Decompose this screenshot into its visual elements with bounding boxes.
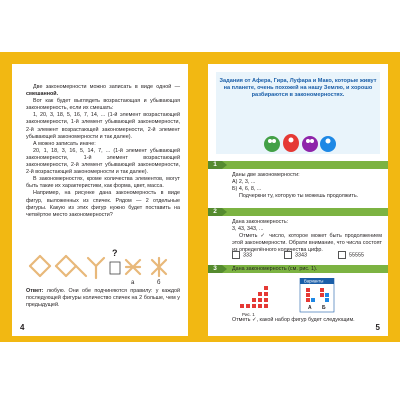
page-number-left: 4	[20, 323, 25, 332]
para-mixed-bold: смешанной.	[26, 91, 59, 98]
checkbox-55555[interactable]	[338, 251, 346, 259]
task-2-bar	[208, 208, 388, 216]
task-2-sequence: 3, 43, 343, ...	[232, 226, 264, 232]
para-sequence-2: 20, 1, 18, 3, 16, 5, 14, 7, ... (1-й элемент убывающей закономерности, 1-й элемент возрастающей закономерности, 2-й элемент убывающей закономерности, 2-й возрастающей закономерности и так далее).	[26, 147, 180, 176]
option-3343-label: 3343	[295, 252, 307, 259]
task-2-options	[232, 251, 382, 261]
task-3-arrow	[222, 265, 227, 273]
page-number-right: 5	[375, 323, 380, 332]
figure-label-a: а	[131, 280, 135, 286]
checkbox-3343[interactable]	[284, 251, 292, 259]
option-333[interactable]	[232, 251, 252, 259]
task-1-arrow	[222, 161, 227, 169]
variant-a-label: А	[308, 305, 312, 311]
para-mixed-text: Две закономерности можно записать в виде одной —	[33, 84, 180, 90]
figure-caption: Рис. 1	[242, 312, 255, 317]
task-1-option-b: Б) 4, 6, 8, ...	[232, 186, 262, 192]
para-mixed	[26, 84, 180, 98]
book-spread	[0, 52, 400, 342]
left-page	[12, 64, 188, 336]
task-2-title: Дана закономерность:	[232, 219, 289, 225]
task-1-option-a: А) 2, 3, ...	[232, 179, 256, 185]
variants-label: Варианты	[304, 278, 324, 284]
para-matches-task: Например, на рисунке дана закономерность в виде фигур, выложенных из спичек. Рядом — 2 отдельные фигуры. Какую из этих фигур нужно будет поставить на четвёртое место закономерности?	[26, 190, 180, 218]
answer-label: Ответ:	[26, 288, 44, 294]
answer-text: любую. Они обе подчиняются правилу: у каждой последующей фигуры количество спичек на 2 больше, чем у предыдущей.	[26, 288, 180, 309]
question-mark: ?	[112, 248, 118, 258]
task-3-title: Дана закономерность (см. рис. 1).	[232, 266, 318, 272]
task-2-text	[232, 219, 382, 254]
right-page	[208, 64, 388, 336]
option-55555[interactable]	[338, 251, 364, 259]
task-3-figure	[232, 278, 362, 318]
header-box	[216, 72, 380, 154]
option-3343[interactable]	[284, 251, 307, 259]
figure-label-b: б	[157, 280, 161, 286]
task-2-instruction: Отметь ✓ число, которое может быть продолжением этой закономерности. Обрати внимание, что числа состоят из определённого количества цифр.	[232, 233, 382, 253]
task-1-title: Даны две закономерности:	[232, 172, 300, 178]
para-alt-intro: А можно записать иначе:	[33, 140, 96, 147]
task-2-number: 2	[208, 208, 222, 216]
variant-b-label: Б	[322, 305, 326, 311]
option-55555-label: 55555	[349, 252, 364, 259]
task-3-instruction: Отметь ✓, какой набор фигур будет следующим.	[232, 317, 355, 323]
task-3-number: 3	[208, 265, 222, 273]
option-333-label: 333	[243, 252, 252, 259]
matchstick-figures	[26, 246, 176, 286]
para-example-intro: Вот как будет выглядеть возрастающая и убывающая закономерность, если их смешать:	[26, 98, 180, 112]
para-sequence-1: 1, 20, 3, 18, 5, 16, 7, 14, ... (1-й элемент возрастающей закономерности, 1-й элемент убывающей закономерности, 2-й элемент возрастающей закономерности, 2-й элемент убывающей закономерности и так далее).	[26, 112, 180, 140]
para-characteristics: В закономерностях, кроме количества элементов, могут быть такие их характеристики, как форма, цвет, масса.	[26, 176, 180, 190]
checkbox-333[interactable]	[232, 251, 240, 259]
left-text-block	[26, 84, 180, 219]
task-1-bar	[208, 161, 388, 169]
monster-characters-illustration	[262, 132, 338, 152]
task-1-text	[232, 172, 382, 200]
task-1-instruction: Подчеркни ту, которую ты можешь продолжить.	[239, 193, 359, 199]
task-1-number: 1	[208, 161, 222, 169]
header-text: Задания от Афера, Гира, Луфара и Мако, которые живут на планете, очень похожей на нашу Землю, и хорошо разбираются в закономерностях.	[219, 78, 377, 99]
task-2-arrow	[222, 208, 227, 216]
answer-block	[26, 288, 180, 309]
